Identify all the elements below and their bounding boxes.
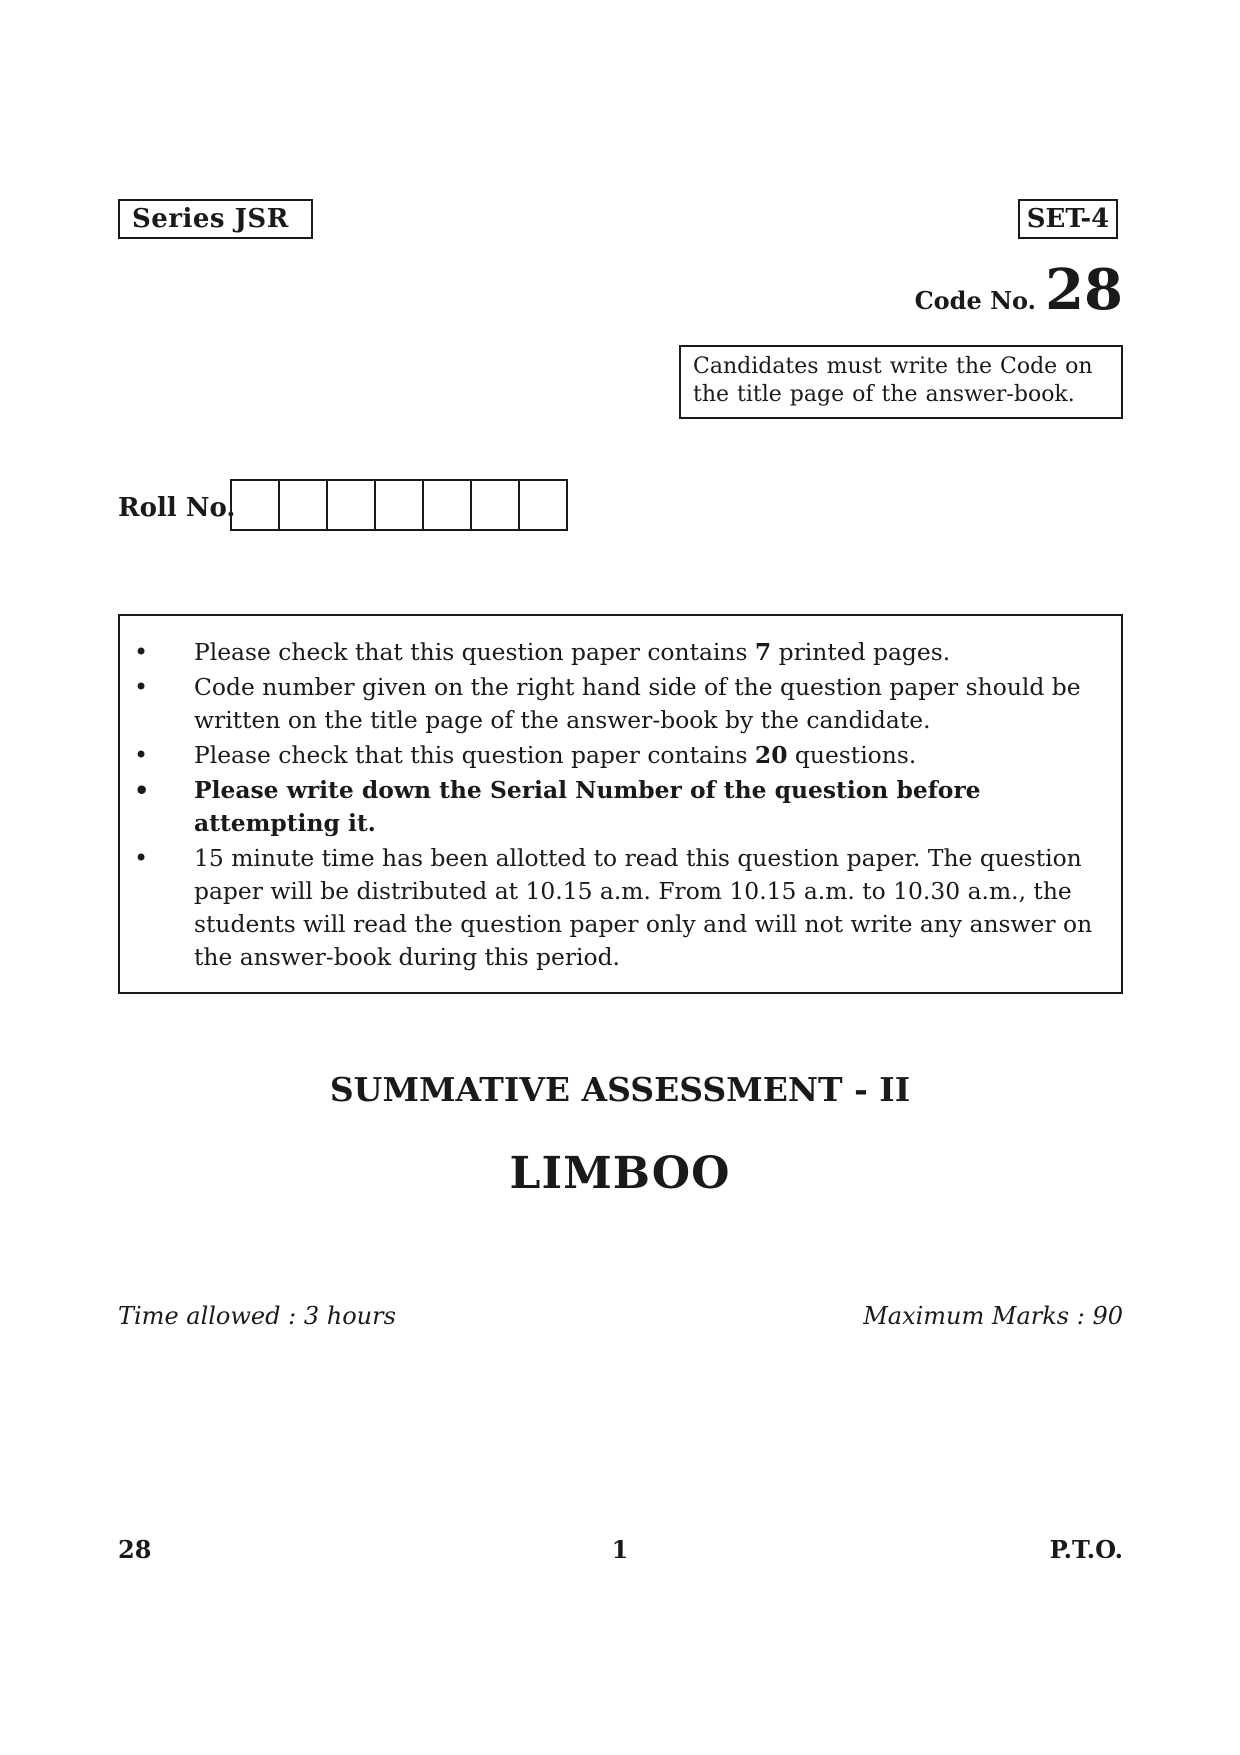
series-label: Series JSR xyxy=(118,199,313,239)
roll-number-grid xyxy=(230,479,568,531)
please-turn-over: P.T.O. xyxy=(1049,1535,1123,1564)
instruction-item: • Please check that this question paper contains 20 questions. xyxy=(120,739,1107,772)
subject-title: LIMBOO xyxy=(509,1148,731,1199)
roll-number-label: Roll No. xyxy=(118,493,236,523)
footer-code: 28 xyxy=(118,1535,152,1564)
code-value: 28 xyxy=(1045,257,1123,323)
assessment-title: SUMMATIVE ASSESSMENT - II xyxy=(329,1070,911,1109)
set-label: SET-4 xyxy=(1018,199,1118,239)
roll-number-cell[interactable] xyxy=(470,479,520,531)
instruction-item: • Please check that this question paper contains 7 printed pages. xyxy=(120,636,1107,669)
roll-number-cell[interactable] xyxy=(422,479,472,531)
instruction-item: • Code number given on the right hand side of the question paper should be written on the title page of the answer-book by the candidate. xyxy=(120,671,1107,737)
page-number: 1 xyxy=(611,1535,629,1564)
instruction-item: • Please write down the Serial Number of the question before attempting it. xyxy=(120,774,1107,840)
time-allowed: Time allowed : 3 hours xyxy=(118,1302,396,1330)
instructions-list xyxy=(120,636,1107,974)
instruction-item: • 15 minute time has been allotted to read this question paper. The question paper will be distributed at 10.15 a.m. From 10.15 a.m. to 10.30 a.m., the students will read the question paper only and will not write any answer on the answer-book during this period. xyxy=(120,842,1107,974)
roll-number-cell[interactable] xyxy=(518,479,568,531)
roll-number-cell[interactable] xyxy=(326,479,376,531)
maximum-marks: Maximum Marks : 90 xyxy=(863,1302,1123,1330)
roll-number-cell[interactable] xyxy=(374,479,424,531)
candidate-note: Candidates must write the Code on the title page of the answer-book. xyxy=(679,345,1123,419)
roll-number-cell[interactable] xyxy=(278,479,328,531)
roll-number-cell[interactable] xyxy=(230,479,280,531)
code-number xyxy=(914,257,1123,323)
code-label: Code No. xyxy=(914,286,1036,315)
instructions-box xyxy=(118,614,1123,994)
